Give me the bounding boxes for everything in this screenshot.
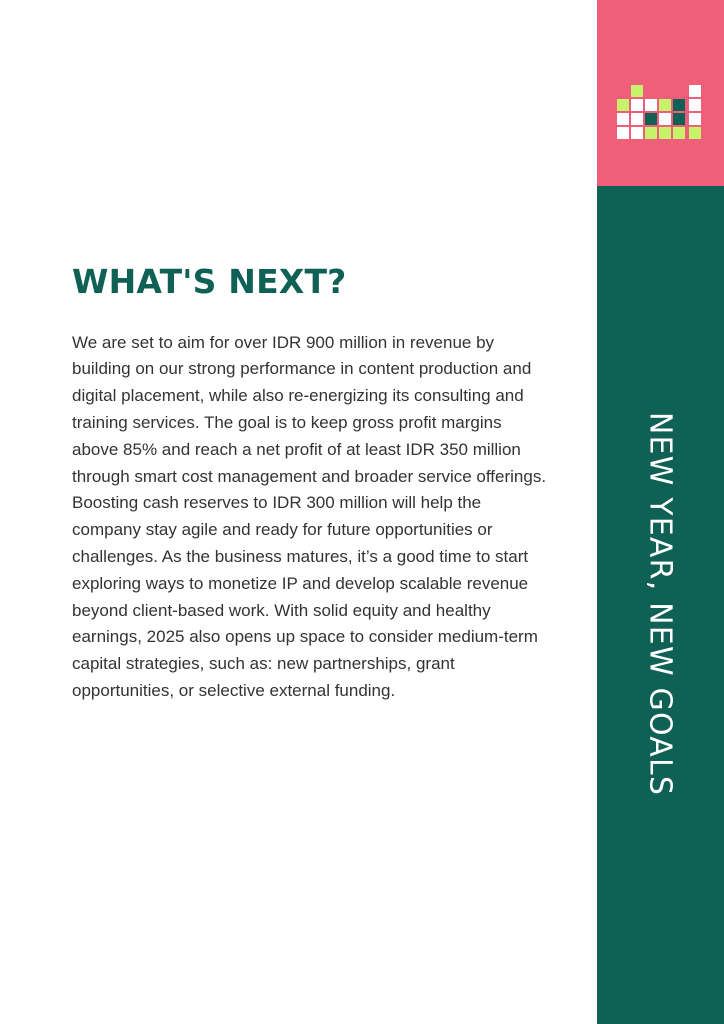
vertical-title-wrap <box>597 186 724 1024</box>
body-paragraph: We are set to aim for over IDR 900 million in revenue by building on our strong performance in content production and digital placement, while also re-energizing its consulting and training services. The goal is to keep gross profit margins above 85% and reach a net profit of at least IDR 350 million through smart cost management and broader service offerings. Boosting cash reserves to IDR 300 million will help the company stay agile and ready for future opportunities or challenges. As the business matures, it’s a good time to start exploring ways to monetize IP and develop scalable revenue beyond client-based work. With solid equity and healthy earnings, 2025 also opens up space to consider medium-term capital strategies, such as: new partnerships, grant opportunities, or selective external funding. <box>72 332 547 700</box>
vertical-title: NEW YEAR, NEW GOALS <box>642 411 678 797</box>
page-heading: WHAT'S NEXT? <box>72 262 347 301</box>
main-content <box>72 262 552 705</box>
pixel-grid-logo-icon <box>616 84 704 142</box>
sidebar <box>597 0 724 1024</box>
sidebar-top-band <box>597 0 724 186</box>
